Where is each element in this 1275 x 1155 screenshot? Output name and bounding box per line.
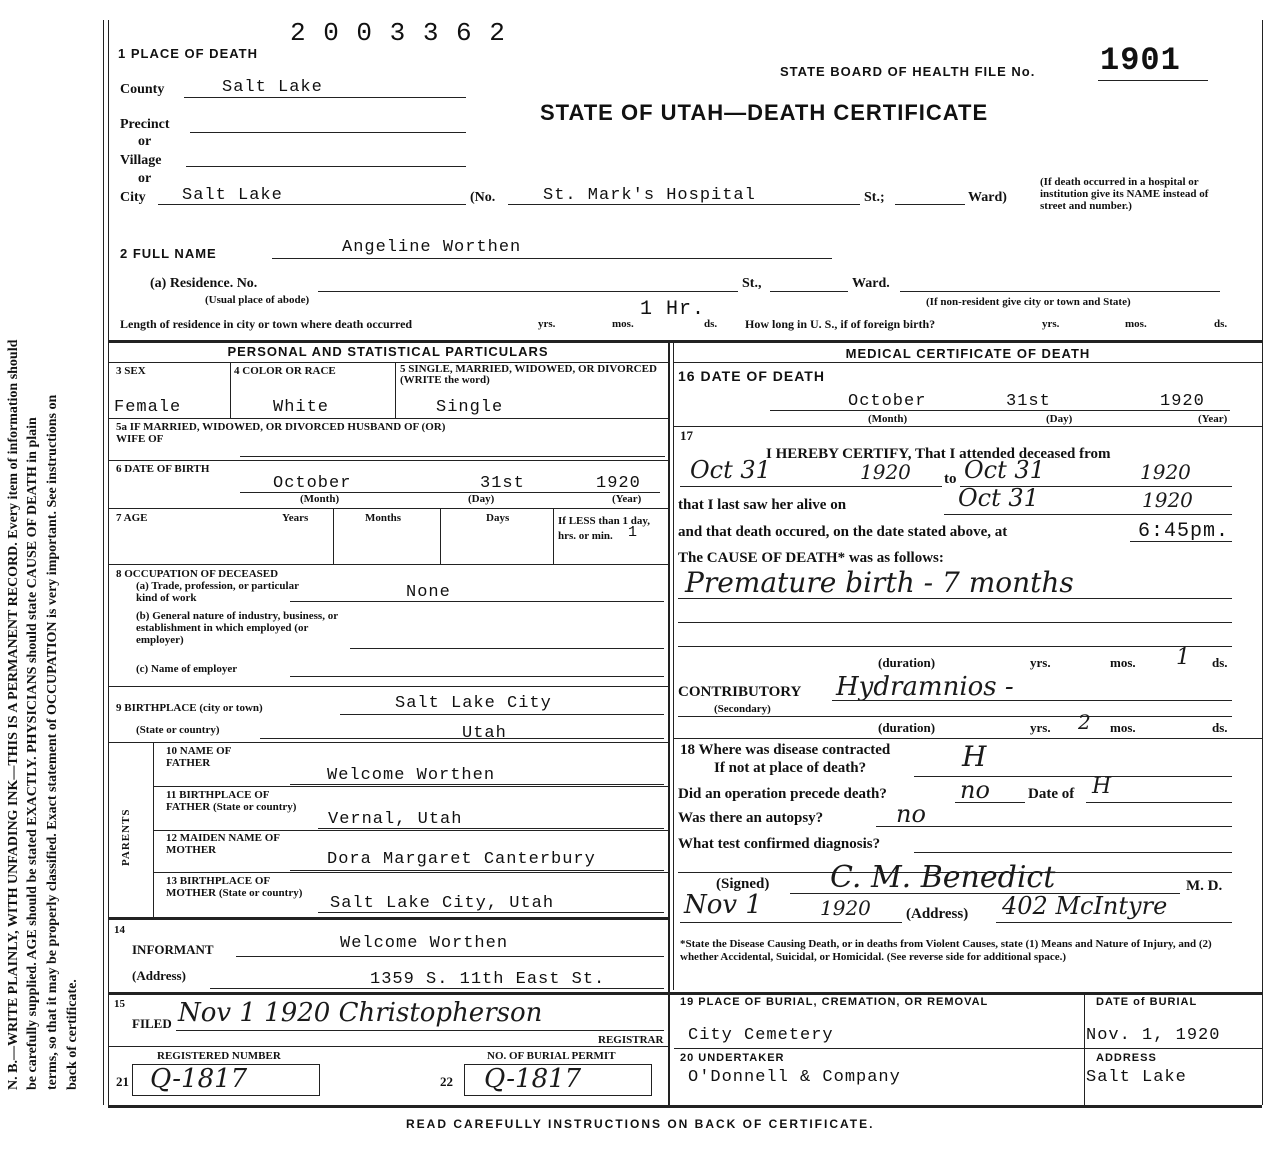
operation-value: no <box>960 776 990 804</box>
last-saw-line <box>944 514 1232 515</box>
section-divider-top <box>108 340 1262 343</box>
length-yrs: yrs. <box>538 318 556 330</box>
contributory-value: Hydramnios - <box>836 672 1014 702</box>
q18-value: H <box>962 740 987 773</box>
spouse-label: 5a IF MARRIED, WIDOWED, OR DIVORCED HUSBAND OF (OR) WIFE OF <box>116 421 446 445</box>
age-divider-2 <box>440 508 441 564</box>
age-label: 7 AGE <box>116 512 148 524</box>
certify-text: I HEREBY CERTIFY, That I attended deceased from <box>766 446 1111 462</box>
mother-bp-value: Salt Lake City, Utah <box>330 894 555 913</box>
side-note-3: terms, so that it may be properly classified. Exact statement of OCCUPATION is very important. See instructions on <box>45 394 60 1090</box>
duration-ds-value: 1 <box>1176 645 1190 670</box>
occurred-text: and that death occured, on the date stated above, at <box>678 524 1008 540</box>
village-line <box>186 166 466 167</box>
us-label: How long in U. S., if of foreign birth? <box>745 317 936 331</box>
mother-label: 12 MAIDEN NAME OF MOTHER <box>166 832 280 856</box>
und-address-value: Salt Lake <box>1086 1068 1187 1087</box>
row-14-line <box>108 992 1262 995</box>
occ-b-line <box>350 648 664 649</box>
reg-num-prefix: 21 <box>116 1074 129 1089</box>
res-ward-line <box>900 291 1220 292</box>
center-divider <box>668 340 670 1105</box>
dob-day: 31st <box>480 474 525 493</box>
county-label: County <box>120 82 165 97</box>
permit-prefix: 22 <box>440 1074 453 1089</box>
dod-year: 1920 <box>1160 392 1205 411</box>
informant-address-line <box>210 988 664 989</box>
dod-year-sub: (Year) <box>1198 413 1228 425</box>
mother-line <box>290 870 664 871</box>
hospital-note: (If death occurred in a hospital or institution give its NAME instead of street and number.) <box>1040 176 1209 212</box>
attended-to: Oct 31 <box>964 456 1045 484</box>
us-ds: ds. <box>1214 318 1228 330</box>
row-13-line <box>108 917 668 920</box>
birthplace-state: Utah <box>462 724 507 743</box>
father-bp-label: 11 BIRTHPLACE OF FATHER (State or country) <box>166 789 297 813</box>
dod-month-sub: (Month) <box>868 413 908 425</box>
center-divider-2 <box>673 340 674 990</box>
father-bp-value: Vernal, Utah <box>328 810 463 829</box>
personal-section-title: PERSONAL AND STATISTICAL PARTICULARS <box>227 344 549 359</box>
row-3-line <box>108 418 668 419</box>
occ-c-line <box>290 676 664 677</box>
city-value: Salt Lake <box>182 186 283 205</box>
res-st-label: St., <box>742 276 762 291</box>
dod-day-sub: (Day) <box>1046 413 1073 425</box>
certificate-title: STATE OF UTAH—DEATH CERTIFICATE <box>540 100 989 125</box>
length-value: 1 Hr. <box>640 298 706 321</box>
right-border <box>1262 20 1263 1105</box>
side-note-4: back of certificate. <box>65 979 80 1090</box>
full-name-label: 2 FULL NAME <box>120 246 217 261</box>
duration-yrs-2: yrs. <box>1030 720 1051 735</box>
operation-label: Did an operation precede death? <box>678 786 887 802</box>
date-of-value: H <box>1092 774 1112 799</box>
dob-year: 1920 <box>596 474 641 493</box>
row-10-line <box>153 786 668 787</box>
precinct-line <box>190 132 466 133</box>
filed-line <box>176 1030 664 1031</box>
und-address-label: ADDRESS <box>1096 1052 1157 1064</box>
filed-value: Nov 1 1920 Christopherson <box>178 998 543 1028</box>
informant-line <box>236 956 664 957</box>
operation-line <box>955 802 1025 803</box>
duration-label-2: (duration) <box>878 720 936 735</box>
attended-from-year: 1920 <box>860 460 911 484</box>
mother-bp-line <box>318 912 664 913</box>
occ-a-label: (a) Trade, profession, or particular kind of work <box>136 580 299 604</box>
filed-label: FILED <box>132 1016 172 1031</box>
to-label: to <box>944 471 957 487</box>
length-mos: mos. <box>612 318 634 330</box>
residence-line <box>318 291 738 292</box>
mother-bp-label: 13 BIRTHPLACE OF MOTHER (State or country) <box>166 875 303 899</box>
signed-label: (Signed) <box>716 876 770 892</box>
age-divider-1 <box>333 508 334 564</box>
contributory-line-2 <box>678 716 1232 717</box>
ward-label: Ward) <box>968 190 1007 205</box>
autopsy-value: no <box>896 800 926 828</box>
informant-address-label: (Address) <box>132 968 186 983</box>
date-of-line <box>1086 802 1232 803</box>
or-1: or <box>138 134 152 149</box>
autopsy-label: Was there an autopsy? <box>678 810 824 826</box>
father-bp-line <box>318 828 664 829</box>
test-label: What test confirmed diagnosis? <box>678 836 881 852</box>
last-saw: Oct 31 <box>958 484 1039 512</box>
duration-label-1: (duration) <box>878 655 936 670</box>
dob-label: 6 DATE OF BIRTH <box>116 463 210 475</box>
sex-divider <box>230 362 231 418</box>
less-value: 1 <box>628 524 639 541</box>
no-label: (No. <box>470 190 496 205</box>
duration-ds-1: ds. <box>1212 655 1228 670</box>
row-9-line <box>108 742 668 743</box>
burial-place: City Cemetery <box>688 1026 834 1045</box>
duration-mos-1: mos. <box>1110 655 1136 670</box>
bottom-line <box>108 1105 1262 1108</box>
place-of-death-label: 1 PLACE OF DEATH <box>118 46 258 61</box>
footnote: *State the Disease Causing Death, or in deaths from Violent Causes, state (1) Means and Nature of Injury, and (2) whether Accidental, Suicidal, or Homicidal. (See reverse side for additional space.) <box>680 938 1212 963</box>
dob-year-sub: (Year) <box>612 493 642 505</box>
row-12-line <box>153 872 668 873</box>
marital-value: Single <box>436 398 504 417</box>
occ-b-label: (b) General nature of industry, business, or establishment in which employed (or employer) <box>136 610 338 646</box>
spouse-line <box>240 456 665 457</box>
cause-line-2 <box>678 622 1232 623</box>
row-8-line <box>108 686 668 687</box>
birthplace-state-label: (State or country) <box>136 724 220 736</box>
row-19-line <box>674 1048 1262 1049</box>
time-value: 6:45pm. <box>1138 520 1230 543</box>
less-label: If LESS than 1 day, hrs. or min. <box>558 515 651 542</box>
last-saw-text: that I last saw her alive on <box>678 497 847 513</box>
row-6-line <box>108 508 668 509</box>
occ-c-label: (c) Name of employer <box>136 663 238 675</box>
informant-label: INFORMANT <box>132 942 214 957</box>
cause-value: Premature birth - 7 months <box>685 566 1074 599</box>
informant-num: 14 <box>114 924 125 936</box>
us-yrs: yrs. <box>1042 318 1060 330</box>
res-st-line <box>770 291 848 292</box>
left-border <box>103 20 104 1105</box>
permit-label: NO. OF BURIAL PERMIT <box>487 1050 616 1062</box>
stamp-number: 2 0 0 3 3 6 2 <box>290 18 506 48</box>
contrib-mos-value: 2 <box>1078 710 1091 734</box>
file-no: 1901 <box>1100 42 1181 79</box>
attended-to-year: 1920 <box>1140 460 1191 484</box>
med-address: 402 McIntyre <box>1002 892 1168 920</box>
occ-a-line <box>290 601 664 602</box>
file-no-label: STATE BOARD OF HEALTH FILE No. <box>780 64 1036 79</box>
hospital-line <box>508 204 860 205</box>
cause-line-3 <box>678 646 1232 647</box>
med-address-line <box>996 922 1232 923</box>
cause-line-1 <box>678 598 1232 599</box>
precinct-label: Precinct <box>120 117 170 132</box>
registrar-label: REGISTRAR <box>598 1034 664 1046</box>
nonresident-note: (If non-resident give city or town and State) <box>926 296 1131 308</box>
res-ward-label: Ward. <box>852 276 890 291</box>
row-17-line <box>674 738 1262 739</box>
informant-address: 1359 S. 11th East St. <box>370 970 606 989</box>
medical-section-title: MEDICAL CERTIFICATE OF DEATH <box>845 346 1091 361</box>
color-divider <box>395 362 396 418</box>
village-label: Village <box>120 153 162 168</box>
side-note-1: N. B.—WRITE PLAINLY, WITH UNFADING INK—THIS IS A PERMANENT RECORD. Every item of information should <box>6 339 21 1090</box>
days-label: Days <box>486 512 510 524</box>
burial-date: Nov. 1, 1920 <box>1086 1026 1221 1045</box>
dod-line <box>770 410 1230 411</box>
duration-mos-2: mos. <box>1110 720 1136 735</box>
autopsy-line <box>876 826 1232 827</box>
signed-year: 1920 <box>820 896 871 920</box>
dod-day: 31st <box>1006 392 1051 411</box>
mother-value: Dora Margaret Canterbury <box>327 850 596 869</box>
attended-from: Oct 31 <box>690 456 771 484</box>
occ-a-value: None <box>406 583 451 602</box>
length-label: Length of residence in city or town where death occurred <box>120 317 413 331</box>
medical-title-line <box>674 362 1262 363</box>
signed-date: Nov 1 <box>684 890 762 920</box>
sex-value: Female <box>114 398 182 417</box>
st-label: St.; <box>864 190 885 205</box>
side-note-2: be carefully supplied. AGE should be stated EXACTLY. PHYSICIANS should state CAUSE OF DEATH in plain <box>25 417 40 1090</box>
burial-label: 19 PLACE OF BURIAL, CREMATION, OR REMOVAL <box>680 996 989 1008</box>
med-address-label: (Address) <box>906 906 969 922</box>
sex-label: 3 SEX <box>116 365 146 377</box>
undertaker-value: O'Donnell & Company <box>688 1068 901 1087</box>
burial-date-label: DATE of BURIAL <box>1096 996 1198 1008</box>
color-value: White <box>273 398 330 417</box>
full-name-value: Angeline Worthen <box>342 238 522 257</box>
reg-number-value: Q-1817 <box>150 1064 248 1094</box>
father-line <box>290 784 664 785</box>
left-border-2 <box>108 20 109 1105</box>
secondary-label: (Secondary) <box>714 703 771 715</box>
marital-label: 5 SINGLE, MARRIED, WIDOWED, OR DIVORCED (WRITE the word) <box>400 363 657 386</box>
cause-label: The CAUSE OF DEATH* was as follows: <box>678 550 944 566</box>
undertaker-label: 20 UNDERTAKER <box>680 1052 785 1064</box>
birthplace-label: 9 BIRTHPLACE (city or town) <box>116 702 263 714</box>
last-saw-year: 1920 <box>1142 488 1193 512</box>
contributory-line <box>832 700 1232 701</box>
dob-month-sub: (Month) <box>300 493 340 505</box>
length-ds: ds. <box>704 318 718 330</box>
footer-instructions: READ CAREFULLY INSTRUCTIONS ON BACK OF CERTIFICATE. <box>406 1117 875 1131</box>
father-value: Welcome Worthen <box>327 766 496 785</box>
signature: C. M. Benedict <box>830 860 1056 895</box>
item-17: 17 <box>680 428 693 443</box>
permit-value: Q-1817 <box>484 1064 582 1094</box>
contributory-label: CONTRIBUTORY <box>678 684 802 700</box>
test-line <box>914 852 1232 853</box>
us-mos: mos. <box>1125 318 1147 330</box>
st-line <box>895 204 965 205</box>
occupation-label: 8 OCCUPATION OF DECEASED <box>116 568 279 580</box>
county-value: Salt Lake <box>222 78 323 97</box>
time-line <box>1130 541 1232 542</box>
file-no-line <box>1098 80 1208 81</box>
dod-label: 16 DATE OF DEATH <box>678 368 825 384</box>
county-line <box>184 97 466 98</box>
father-label: 10 NAME OF FATHER <box>166 745 231 769</box>
residence-label: (a) Residence. No. <box>150 276 258 291</box>
age-divider-3 <box>553 508 554 564</box>
city-line <box>158 204 466 205</box>
years-label: Years <box>282 512 309 524</box>
duration-ds-2: ds. <box>1212 720 1228 735</box>
months-label: Months <box>365 512 402 524</box>
duration-yrs-1: yrs. <box>1030 655 1051 670</box>
dob-day-sub: (Day) <box>468 493 495 505</box>
color-label: 4 COLOR OR RACE <box>234 365 336 377</box>
row-15-line <box>108 1046 668 1047</box>
informant-value: Welcome Worthen <box>340 934 509 953</box>
row-16-line <box>674 426 1262 427</box>
dod-month: October <box>848 392 927 411</box>
city-label: City <box>120 190 146 205</box>
row-7-line <box>108 564 668 565</box>
attended-from-line <box>680 486 942 487</box>
birthplace-city: Salt Lake City <box>395 694 552 713</box>
parents-label: PARENTS <box>120 808 132 866</box>
md-label: M. D. <box>1186 878 1223 894</box>
reg-number-label: REGISTERED NUMBER <box>157 1050 281 1062</box>
filed-num: 15 <box>114 998 125 1010</box>
q18-label: 18 Where was disease contracted <box>680 742 891 758</box>
birthplace-state-line <box>260 738 664 739</box>
or-2: or <box>138 171 152 186</box>
signed-date-line <box>680 922 902 923</box>
hospital-value: St. Mark's Hospital <box>543 186 756 205</box>
dob-month: October <box>273 474 352 493</box>
residence-sub: (Usual place of abode) <box>205 294 310 306</box>
row-11-line <box>153 830 668 831</box>
date-of-label: Date of <box>1028 786 1075 802</box>
row-5a-line <box>108 460 668 461</box>
q18-sub: If not at place of death? <box>714 760 867 776</box>
birthplace-city-line <box>340 714 664 715</box>
full-name-line <box>272 258 832 259</box>
